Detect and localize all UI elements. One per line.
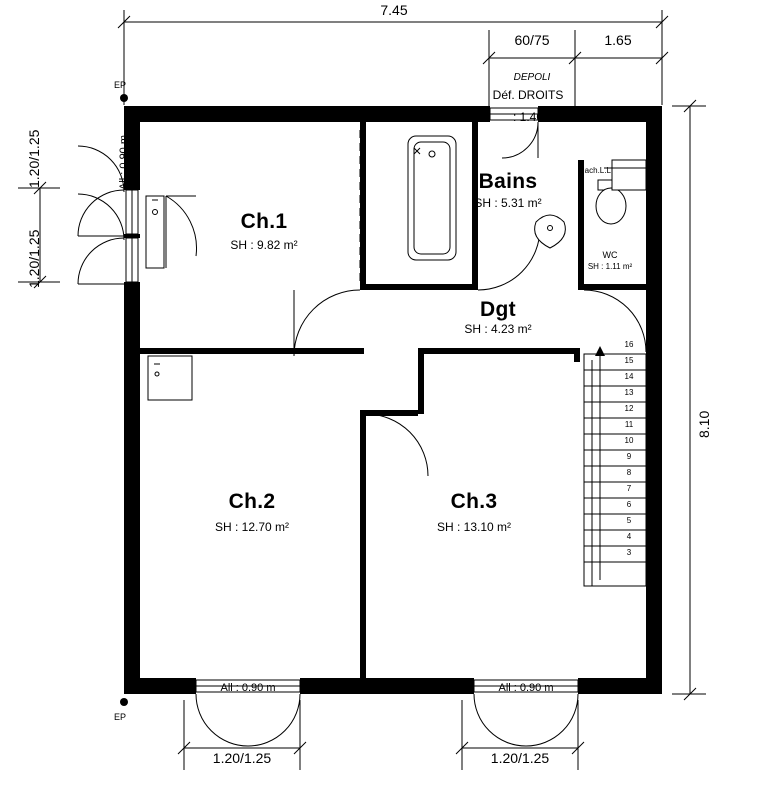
room-label-ch2: Ch.2 bbox=[228, 490, 276, 513]
stair-step-14: 14 bbox=[624, 372, 634, 381]
room-area-bains: SH : 5.31 m² bbox=[474, 196, 542, 210]
dim-top-left-segment: 60/75 bbox=[514, 32, 550, 48]
mach-ll-label: Mach.L.L. bbox=[578, 166, 614, 175]
stair-step-16: 16 bbox=[624, 340, 634, 349]
room-label-bains: Bains bbox=[478, 170, 538, 193]
allege-top-label: : 1.40 bbox=[512, 110, 544, 124]
room-area-ch3: SH : 13.10 m² bbox=[436, 520, 512, 534]
stair-step-10: 10 bbox=[624, 436, 634, 445]
stair-step-11: 11 bbox=[624, 420, 634, 429]
room-label-ch1: Ch.1 bbox=[240, 210, 288, 233]
dim-bottom-window-2: 1.20/1.25 bbox=[490, 750, 550, 766]
dim-right-total: 8.10 bbox=[696, 410, 712, 438]
room-label-dgt: Dgt bbox=[480, 298, 516, 321]
room-area-dgt: SH : 4.23 m² bbox=[464, 322, 532, 336]
stair-step-7: 7 bbox=[626, 484, 632, 493]
stair-step-12: 12 bbox=[624, 404, 634, 413]
dim-top-right-segment: 1.65 bbox=[604, 32, 632, 48]
room-area-ch1: SH : 9.82 m² bbox=[230, 238, 298, 252]
allege-left-label: All : 0.90 m bbox=[118, 134, 130, 190]
room-area-ch2: SH : 12.70 m² bbox=[214, 520, 290, 534]
room-label-ch3: Ch.3 bbox=[450, 490, 498, 513]
ep-bottom-label: EP bbox=[114, 712, 127, 722]
dim-top-total: 7.45 bbox=[380, 2, 408, 18]
stair-step-13: 13 bbox=[624, 388, 634, 397]
depoli-label: DEPOLI bbox=[513, 72, 551, 83]
dim-left-window-1: 1.20/1.25 bbox=[26, 129, 42, 188]
allege-bottom-left-label: All : 0.90 m bbox=[220, 682, 276, 694]
room-label-wc: WC bbox=[602, 250, 618, 260]
stair-step-3: 3 bbox=[626, 548, 632, 557]
stair-step-6: 6 bbox=[626, 500, 632, 509]
ep-top-label: EP bbox=[114, 80, 127, 90]
stair-step-15: 15 bbox=[624, 356, 634, 365]
dim-bottom-window-1: 1.20/1.25 bbox=[212, 750, 272, 766]
room-area-wc: SH : 1.11 m² bbox=[587, 262, 633, 271]
def-droits-label: Déf. DROITS bbox=[492, 88, 564, 102]
dim-left-window-2: 1.20/1.25 bbox=[26, 229, 42, 288]
stair-step-4: 4 bbox=[626, 532, 632, 541]
allege-bottom-right-label: All : 0.90 m bbox=[498, 682, 554, 694]
stair-step-8: 8 bbox=[626, 468, 632, 477]
stair-step-9: 9 bbox=[626, 452, 632, 461]
stair-step-5: 5 bbox=[626, 516, 632, 525]
